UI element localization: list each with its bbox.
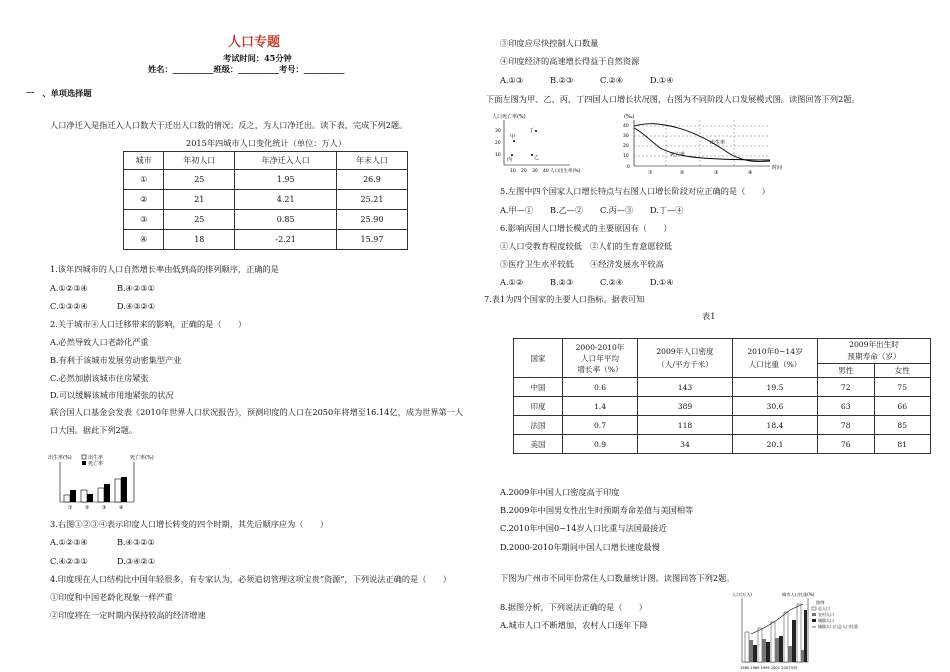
table-cell: 18.4 (733, 416, 818, 435)
chart-category-4: ④ (119, 505, 124, 511)
q4-option-c[interactable]: C.②④ (600, 75, 624, 85)
table-cell: ④ (124, 230, 164, 250)
passage-un-line-2: 口大国。据此下列2题。 (50, 425, 138, 435)
gz-legend-swatch (812, 607, 816, 610)
q1-option-c[interactable]: C.①③②④ (50, 301, 88, 311)
intro-text: 人口净迁入是指迁入人口数大于迁出人口数的情况；反之，为人口净迁出。读下表，完成下列2题。 (50, 120, 408, 130)
table-cell: 法国 (514, 416, 563, 435)
scatter-x-tick: 20 (521, 169, 527, 174)
question-8: 8.据图分析，下列说法正确的是（ ） (500, 602, 647, 612)
table1-header-ratio (733, 339, 818, 378)
scatter-x-tick: 30 (532, 169, 538, 174)
chart-category-1: ① (68, 505, 73, 511)
table-header: 年末人口 (336, 152, 407, 170)
page-title: 人口专题 (228, 35, 281, 50)
q7-option-c[interactable]: C.2010年中国0~14岁人口比重与法国最接近 (500, 523, 667, 533)
q1-option-d[interactable]: D.④③②① (117, 301, 156, 311)
model-y-label: (‰) (624, 114, 635, 120)
q7-option-d[interactable]: D.2000-2010年期间中国人口增长速度最慢 (500, 542, 660, 552)
section-heading: 一 、单项选择题 (26, 88, 92, 98)
model-y-tick: 40 (623, 124, 629, 129)
table-cell: 63 (818, 397, 875, 416)
q4-option-d[interactable]: D.①④ (650, 75, 674, 85)
table-row (124, 190, 408, 210)
chart-y-left-label: 出生率(%) (48, 455, 72, 461)
table-cell: 1.95 (235, 170, 337, 190)
question-6: 6.影响丙国人口增长模式的主要原因有（ ） (500, 223, 672, 233)
passage-un-line-1: 联合国人口基金会发表《2010年世界人口状况报告》，预测印度的人口在2050年将增至16.14亿，成为世界第一人 (50, 407, 464, 417)
table-cell: 85 (874, 416, 931, 435)
model-x-label: 时间 (772, 165, 783, 171)
gz-legend-item: 总人口 (818, 606, 830, 611)
table-cell: 66 (874, 397, 931, 416)
gz-bar (771, 622, 775, 662)
gz-bar (766, 642, 770, 662)
table-cell: 印度 (514, 397, 563, 416)
guangzhou-intro: 下图为广州市不同年份常住人口数量统计图。读图回答下列2题。 (500, 573, 735, 583)
q4-option-b[interactable]: B.②③ (550, 75, 574, 85)
table-cell: 0.6 (563, 378, 638, 397)
q5-option-a[interactable]: A.甲—① (500, 205, 534, 215)
table-cell: 0.85 (235, 210, 337, 230)
table-cell: 21 (164, 190, 235, 210)
q4-statement-1: ①印度和中国老龄化现象一样严重 (50, 592, 173, 602)
model-y-tick: 30 (623, 134, 629, 139)
gz-bar (762, 639, 766, 662)
q7-option-b[interactable]: B.2009年中国男女性出生时预期寿命差值与美国相等 (500, 505, 694, 515)
table1-title: 表1 (702, 311, 716, 321)
bar-death-1 (70, 490, 76, 502)
gz-bar (792, 620, 796, 662)
point-label-bing: 丙 (507, 157, 513, 163)
table-cell: 25.21 (336, 190, 407, 210)
table-cell: 0.9 (563, 435, 638, 454)
header-line: 人口年平均 (581, 353, 619, 363)
table-row (514, 378, 931, 397)
scatter-x-tick: 10 (510, 169, 516, 174)
q3-option-c[interactable]: C.④②③① (50, 556, 88, 566)
point-label-ding: 丁 (529, 128, 535, 134)
question-7: 7.表1为四个国家的主要人口指标。据表可知 (484, 294, 645, 304)
question-2: 2.关于城市④人口迁移带来的影响，正确的是（ ） (50, 319, 247, 329)
q5-option-b[interactable]: B.乙—② (550, 205, 584, 215)
table-cell: 中国 (514, 378, 563, 397)
q3-option-a[interactable]: A.①②③④ (50, 537, 88, 547)
scatter-x-label: 人口出生率(%) (550, 169, 581, 174)
table-cell: 76 (818, 435, 875, 454)
header-line: 人口比重（%） (748, 360, 802, 369)
table1-header-female: 女性 (874, 364, 931, 378)
gz-x-label: 1985 1989 1995 2001 2007年份 (740, 666, 798, 670)
gz-bar (779, 636, 783, 662)
table-cell: 19.5 (733, 378, 818, 397)
q2-option-c[interactable]: C.必然加剧该城市住房紧张 (50, 373, 149, 383)
point-yi (531, 154, 533, 156)
bar-birth-4 (115, 479, 121, 502)
bar-death-4 (121, 477, 127, 502)
legend-birth-label: 出生率 (88, 455, 104, 461)
gz-bar (758, 628, 762, 662)
table-cell: 81 (874, 435, 931, 454)
table-cell: 143 (638, 378, 733, 397)
gz-bar (784, 612, 788, 662)
question-1: 1.该年四城市的人口自然增长率由低到高的排列顺序，正确的是 (50, 264, 279, 274)
gz-legend-item: 城镇人口 (818, 618, 834, 623)
birth-rate-curve (634, 124, 770, 162)
header-line: （人/平方千米） (657, 360, 713, 369)
table-row (514, 397, 931, 416)
gz-bar (804, 610, 807, 662)
scatter-x-tick: 40 (543, 169, 549, 174)
country-scatter-chart (490, 110, 600, 178)
table-cell: 美国 (514, 435, 563, 454)
country-indicators-table (513, 338, 931, 454)
table-cell: 34 (638, 435, 733, 454)
q4-statement-2: ②印度将在一定时期内保持较高的经济增速 (50, 610, 206, 620)
q6-option-a[interactable]: A.①② (500, 277, 524, 287)
table1-header-density (638, 339, 733, 378)
table-row (124, 230, 408, 250)
table-cell: 72 (818, 378, 875, 397)
table-title: 2015年四城市人口变化统计（单位：万人） (186, 138, 347, 148)
table1-header-country: 国家 (514, 339, 563, 378)
gz-bar (801, 650, 804, 662)
gz-legend-title: 图例 (816, 600, 825, 605)
bar-birth-2 (81, 490, 87, 502)
table-cell: 4.21 (235, 190, 337, 210)
model-y-tick: 10 (623, 154, 629, 159)
gz-bar (745, 632, 749, 662)
gz-legend-item: 城镇人口占总人口比重 (818, 624, 858, 629)
q6-statements-1-2: ①人口受教育程度较低 ②人们的生育意愿较低 (500, 241, 672, 251)
gz-bar (797, 604, 801, 662)
gz-bar (788, 646, 792, 662)
table-header: 年净迁入人口 (235, 152, 337, 170)
q2-option-b[interactable]: B.有利于该城市发展劳动密集型产业 (50, 355, 182, 365)
model-y-tick: 0 (627, 165, 630, 170)
stage-label: ③ (714, 170, 719, 176)
table-cell: 78 (818, 416, 875, 435)
population-model-chart (620, 110, 790, 178)
chart-y-right-label: 死亡率(%) (130, 455, 154, 461)
table-cell: ② (124, 190, 164, 210)
q3-option-d[interactable]: D.③④②① (117, 556, 156, 566)
table-cell: 15.97 (336, 230, 407, 250)
point-ding (535, 130, 537, 132)
point-jia (513, 140, 515, 142)
gz-y-left-label: 人口(万人) (732, 592, 753, 597)
legend-death-swatch (82, 461, 86, 465)
q6-statements-3-4: ③医疗卫生水平较低 ④经济发展水平较高 (500, 259, 664, 269)
q5-option-d[interactable]: D.丁—④ (650, 205, 684, 215)
scatter-y-tick: 30 (495, 129, 501, 134)
table-cell: 0.7 (563, 416, 638, 435)
stage-label: ① (648, 170, 653, 176)
q8-option-a[interactable]: A.城市人口不断增加，农村人口逐年下降 (500, 620, 648, 630)
q7-option-a[interactable]: A.2009年中国人口密度高于印度 (500, 487, 620, 497)
question-5: 5.左图中四个国家人口增长特点与右图人口增长阶段对应正确的是（ ） (500, 186, 770, 196)
chart-category-3: ③ (102, 505, 107, 511)
table-cell: 30.6 (733, 397, 818, 416)
chart-category-2: ② (85, 505, 90, 511)
header-line: 预期寿命（岁） (847, 352, 901, 361)
table-row (514, 416, 931, 435)
q1-option-a[interactable]: A.①②③④ (50, 283, 88, 293)
legend-birth-swatch (82, 455, 86, 459)
model-y-tick: 20 (623, 144, 629, 149)
scatter-y-label: 人口死亡率(%) (492, 114, 526, 120)
q4-statement-3: ③印度应尽快控制人口数量 (500, 38, 599, 48)
table1-header-male: 男性 (818, 364, 875, 378)
table-cell: 26.9 (336, 170, 407, 190)
birth-rate-label: 出生率 (710, 140, 726, 146)
table-cell: 25 (164, 170, 235, 190)
table-row (124, 210, 408, 230)
exam-time: 考试时间：45分钟 (223, 53, 292, 63)
table-cell: 1.4 (563, 397, 638, 416)
table-cell: -2.21 (235, 230, 337, 250)
q1-option-b[interactable]: B.④②③① (117, 283, 155, 293)
bar-death-3 (104, 484, 110, 502)
table-cell: 75 (874, 378, 931, 397)
student-info-line: 姓名：__________班级：__________考号：__________ (148, 64, 345, 74)
gz-legend-item: 农村人口 (818, 612, 834, 617)
q4-option-a[interactable]: A.①③ (500, 75, 524, 85)
table-cell: 389 (638, 397, 733, 416)
point-bing (511, 154, 513, 156)
legend-death-label: 死亡率 (88, 461, 104, 467)
table-header: 城市 (124, 152, 164, 170)
table-header: 年初人口 (164, 152, 235, 170)
header-line: 增长率（%） (577, 364, 623, 374)
scatter-y-tick: 20 (495, 141, 501, 146)
gz-bar (753, 645, 757, 662)
q6-option-b[interactable]: B.②③ (550, 277, 574, 287)
bar-birth-3 (98, 488, 104, 502)
point-label-yi: 乙 (534, 155, 540, 161)
table-cell: 25 (164, 210, 235, 230)
q6-option-d[interactable]: D.①④ (650, 277, 674, 287)
q2-option-d[interactable]: D.可以缓解该城市用地紧张的状况 (50, 390, 174, 400)
table1-header-growth (563, 339, 638, 378)
birth-death-rate-chart (48, 452, 154, 512)
table-cell: 25.90 (336, 210, 407, 230)
q3-option-b[interactable]: B.④③②① (117, 537, 155, 547)
figure-intro: 下面左图为甲、乙、丙、丁四国人口增长状况图，右图为不同阶段人口发展模式图。读图回答下列2题。 (486, 94, 860, 104)
header-line: 2009年人口密度 (656, 347, 714, 356)
header-line: 2010年0~14岁 (747, 347, 803, 356)
city-population-table (123, 151, 408, 250)
point-label-jia: 甲 (510, 134, 516, 140)
table-cell: 20.1 (733, 435, 818, 454)
table-row (514, 435, 931, 454)
bar-birth-1 (64, 495, 70, 502)
table-cell: ① (124, 170, 164, 190)
q2-option-a[interactable]: A.必然导致人口老龄化严重 (50, 337, 149, 347)
question-3: 3.右图①②③④表示印度人口增长转变的四个时期，其先后顺序应为（ ） (50, 519, 329, 529)
table-cell: ③ (124, 210, 164, 230)
stage-label: ④ (748, 170, 753, 176)
table-cell: 118 (638, 416, 733, 435)
gz-bar (775, 638, 779, 662)
gz-bar (749, 640, 753, 662)
table-row (124, 170, 408, 190)
guangzhou-population-chart (732, 590, 858, 672)
q6-option-c[interactable]: C.②④ (600, 277, 624, 287)
gz-y-right-label: 城市人口比重(%) (782, 592, 815, 597)
death-rate-label: 死亡率 (670, 152, 686, 158)
header-line: 2009年出生时 (849, 340, 899, 349)
q4-statement-4: ④印度经济的高速增长得益于自然资源 (500, 56, 640, 66)
stage-label: ② (680, 170, 685, 176)
bar-death-2 (87, 494, 93, 502)
header-line: 2000-2010年 (575, 342, 625, 352)
death-rate-curve (634, 128, 770, 160)
table-cell: 18 (164, 230, 235, 250)
table1-header-life (818, 339, 931, 364)
gz-legend-swatch (812, 619, 816, 622)
question-4: 4.印度现在人口结构比中国年轻很多，有专家认为，必须追切管理这项宝贵“资源”，下列说法正确的是（ ） (50, 574, 451, 584)
q5-option-c[interactable]: C.丙—③ (600, 205, 634, 215)
gz-legend-swatch (812, 613, 816, 616)
scatter-y-tick: 10 (495, 153, 501, 158)
